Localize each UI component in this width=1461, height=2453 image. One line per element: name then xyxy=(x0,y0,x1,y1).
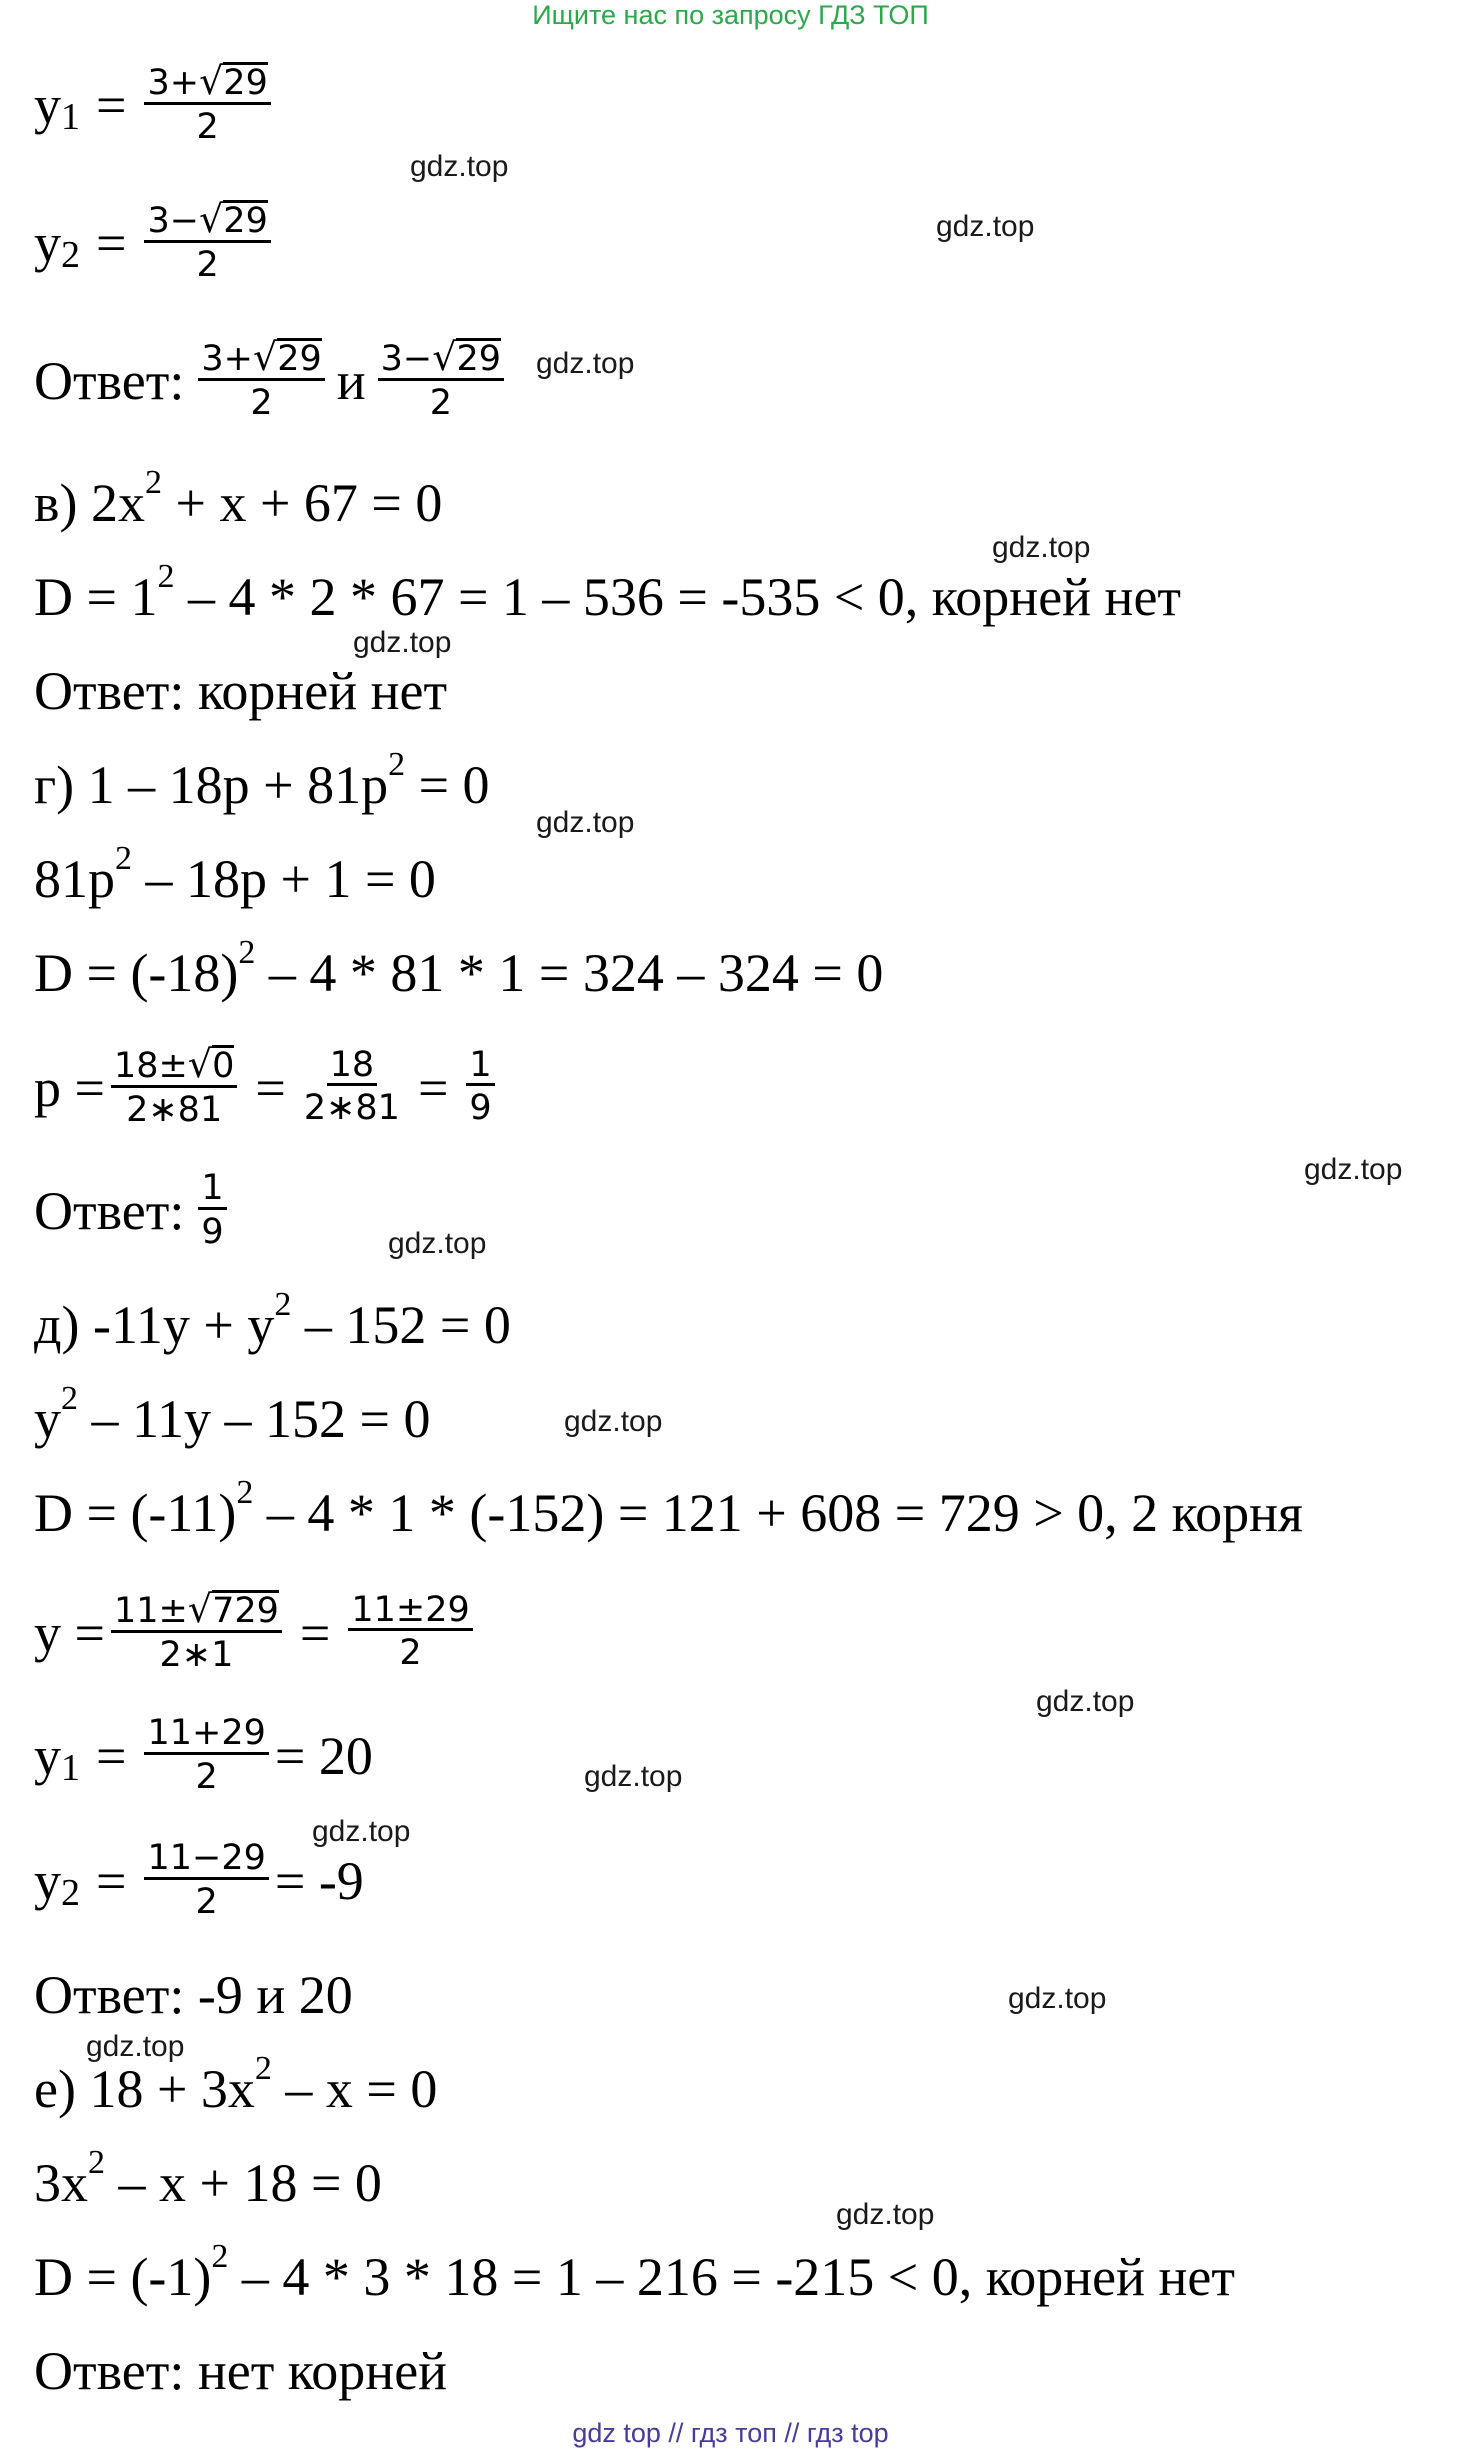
watermark: gdz.top xyxy=(1036,1685,1135,1718)
part-g-fraction-1: 18± √ 0 2∗81 xyxy=(111,1045,237,1130)
watermark: gdz.top xyxy=(1304,1153,1403,1186)
watermark: gdz.top xyxy=(353,626,452,659)
part-d-fraction-2: $\frac{11\pm 29}{2}$ xyxy=(348,1592,472,1674)
part-d-y2: y 2 = $\frac{11-29}{2}$ = -9 xyxy=(34,1838,364,1922)
part-g-root: p = 18± √ 0 2∗81 = $\frac{18}{2∗81}$ = $\frac{1}{9}$ xyxy=(34,1045,501,1130)
part-d-heading: д) -11y + y 2 – 152 = 0 xyxy=(34,1286,511,1355)
watermark: gdz.top xyxy=(1008,1982,1107,2015)
part-d-y1-fraction: $\frac{11+29}{2}$ xyxy=(144,1715,268,1797)
y1-line: y 1 = 3+ √ 29 2 xyxy=(34,62,277,147)
part-e-heading: е) 18 + 3x 2 – x = 0 xyxy=(34,2050,438,2119)
top-banner[interactable]: Ищите нас по запросу ГДЗ ТОП xyxy=(532,0,929,30)
y1-sub: 1 xyxy=(61,95,80,138)
watermark: gdz.top xyxy=(312,1815,411,1848)
watermark: gdz.top xyxy=(388,1227,487,1260)
part-g-heading: г) 1 – 18p + 81p 2 = 0 xyxy=(34,746,490,815)
part-g-answer: Ответ: $\frac{1}{9}$ xyxy=(34,1170,233,1252)
watermark: gdz.top xyxy=(564,1405,663,1438)
watermark: gdz.top xyxy=(836,2198,935,2231)
answer-b-line: Ответ: 3+ √ 29 2 и 3− √ 29 2 xyxy=(34,338,510,423)
y2-sub: 2 xyxy=(61,233,80,276)
answer-b-fraction-2: 3− √ 29 2 xyxy=(378,338,504,423)
part-e-equation: 3x 2 – x + 18 = 0 xyxy=(34,2144,382,2213)
part-g-fraction-2: $\frac{18}{2∗81}$ xyxy=(303,1044,400,1129)
answer-b-fraction-1: 3+ √ 29 2 xyxy=(198,338,324,423)
footer-links[interactable]: gdz top // гдз топ // гдз top xyxy=(572,2418,889,2448)
part-d-y2-fraction: $\frac{11-29}{2}$ xyxy=(144,1840,268,1922)
watermark: gdz.top xyxy=(992,531,1091,564)
part-g-equation: 81p 2 – 18p + 1 = 0 xyxy=(34,840,436,909)
y1-fraction: 3+ √ 29 2 xyxy=(144,62,270,147)
part-v-discriminant: D = 1 2 – 4 * 2 * 67 = 1 – 536 = -535 < 0, корней нет xyxy=(34,558,1182,627)
part-v-answer: Ответ: корней нет xyxy=(34,661,448,721)
answer-label: Ответ: xyxy=(34,350,185,411)
watermark: gdz.top xyxy=(536,347,635,380)
part-d-equation: y 2 – 11y – 152 = 0 xyxy=(34,1380,431,1449)
watermark: gdz.top xyxy=(936,210,1035,243)
y2-line: y 2 = 3− √ 29 2 xyxy=(34,200,277,285)
part-d-discriminant: D = (-11) 2 – 4 * 1 * (-152) = 121 + 608 = 729 > 0, 2 корня xyxy=(34,1474,1303,1543)
watermark: gdz.top xyxy=(584,1760,683,1793)
watermark: gdz.top xyxy=(536,806,635,839)
part-d-roots: y = 11± √ 729 2∗1 = $\frac{11\pm 29}{2}$ xyxy=(34,1590,479,1675)
part-e-discriminant: D = (-1) 2 – 4 * 3 * 18 = 1 – 216 = -215 < 0, корней нет xyxy=(34,2238,1235,2307)
part-g-fraction-3: $\frac{1}{9}$ xyxy=(466,1047,494,1129)
y2-lhs: y xyxy=(34,212,61,273)
part-d-fraction-1: 11± √ 729 2∗1 xyxy=(111,1590,282,1675)
part-d-y1: y 1 = $\frac{11+29}{2}$ = 20 xyxy=(34,1713,373,1797)
part-g-discriminant: D = (-18) 2 – 4 * 81 * 1 = 324 – 324 = 0 xyxy=(34,934,884,1003)
part-d-answer: Ответ: -9 и 20 xyxy=(34,1965,353,2025)
part-e-answer: Ответ: нет корней xyxy=(34,2341,448,2401)
y1-lhs: y xyxy=(34,74,61,135)
y2-fraction: 3− √ 29 2 xyxy=(144,200,270,285)
watermark: gdz.top xyxy=(86,2030,185,2063)
part-g-answer-fraction: $\frac{1}{9}$ xyxy=(198,1170,226,1252)
part-v-heading: в) 2x 2 + x + 67 = 0 xyxy=(34,464,443,533)
watermark: gdz.top xyxy=(410,150,509,183)
